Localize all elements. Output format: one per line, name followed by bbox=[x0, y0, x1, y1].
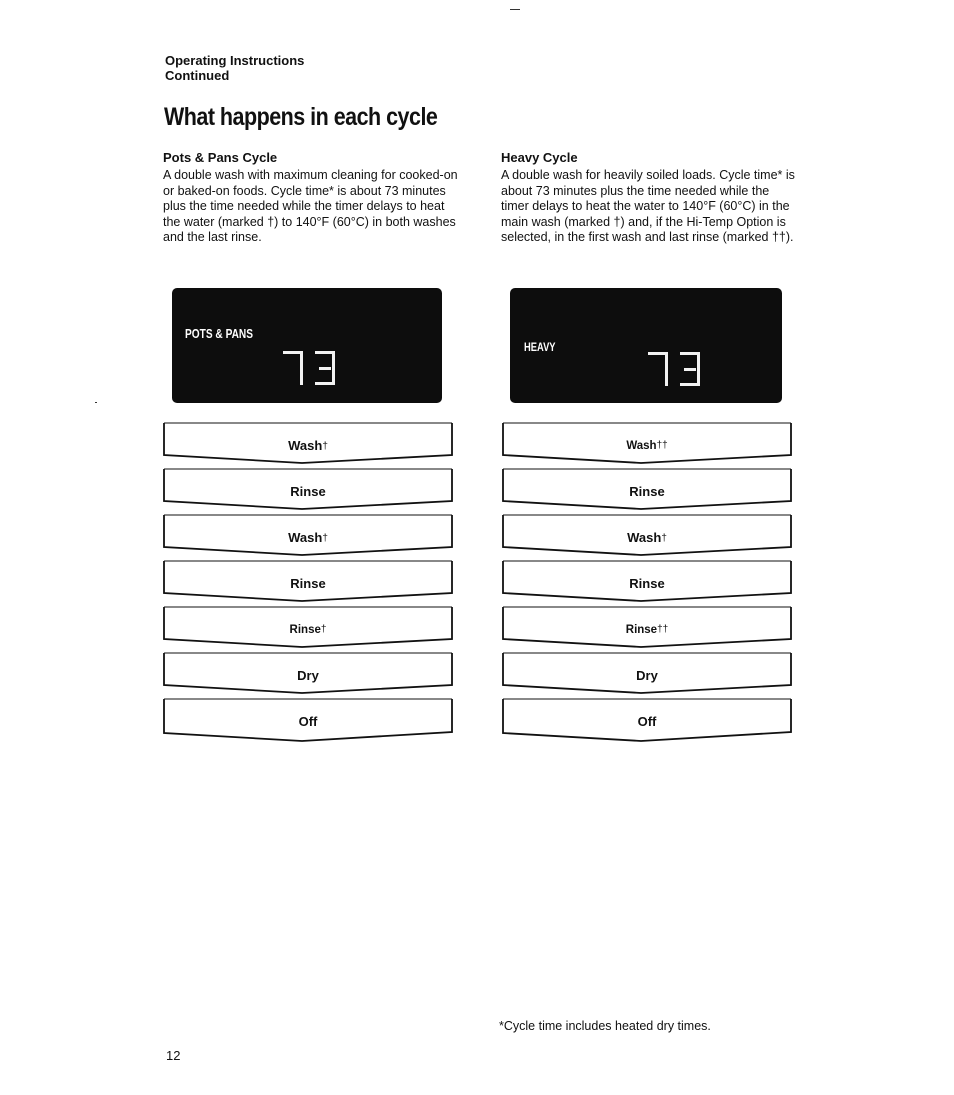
digit-segment bbox=[332, 351, 335, 368]
cycle-step bbox=[162, 559, 454, 605]
cycle-step bbox=[501, 697, 793, 743]
pots-pans-display-panel bbox=[172, 288, 442, 403]
heavy-description: A double wash for heavily soiled loads. Cycle time* is about 73 minutes plus the time needed while the timer delays to heat the water to 140°F (60°C) in the main wash (marked †) and, if the Hi-Temp Option is selected, in the first wash and last rinse (marked ††). bbox=[501, 168, 795, 244]
pots-pans-display-time bbox=[277, 351, 341, 387]
cycle-step bbox=[501, 421, 793, 467]
cycle-step bbox=[162, 605, 454, 651]
step-label bbox=[501, 438, 793, 454]
dagger-mark: †† bbox=[657, 624, 669, 635]
digit-segment bbox=[697, 352, 700, 369]
heavy-display-label: HEAVY bbox=[524, 340, 556, 354]
dagger-mark: † bbox=[320, 624, 327, 635]
digit-segment bbox=[315, 382, 335, 385]
step-label-text: Off bbox=[298, 714, 318, 729]
scan-mark bbox=[510, 9, 520, 10]
step-label bbox=[501, 714, 793, 730]
heavy-display-panel bbox=[510, 288, 782, 403]
step-label-text: Wash bbox=[288, 530, 323, 545]
step-label bbox=[162, 530, 454, 547]
section-header-line: Operating Instructions bbox=[165, 53, 305, 68]
dagger-mark: † bbox=[322, 441, 328, 452]
pots-pans-heading: Pots & Pans Cycle bbox=[163, 150, 278, 165]
pots-pans-description: A double wash with maximum cleaning for cooked-on or baked-on foods. Cycle time* is about 73 minutes plus the time needed while the timer delays to heat the water (marked †) to 140°F (60°C) in both washes and the last rinse. bbox=[163, 168, 458, 244]
pots-pans-step-list bbox=[162, 421, 454, 743]
step-label bbox=[162, 484, 454, 500]
pots-pans-display-label: POTS & PANS bbox=[185, 326, 253, 341]
heavy-section bbox=[501, 150, 796, 246]
page-number: 12 bbox=[166, 1048, 181, 1063]
pots-pans-section bbox=[163, 150, 458, 246]
digit-segment bbox=[319, 367, 331, 370]
digit-segment bbox=[680, 383, 700, 386]
step-label bbox=[162, 622, 454, 638]
step-label bbox=[501, 576, 793, 592]
step-label-text: Rinse bbox=[625, 624, 658, 636]
cycle-step bbox=[501, 651, 793, 697]
digit-segment bbox=[300, 351, 303, 368]
digit-segment bbox=[665, 369, 668, 386]
cycle-step bbox=[501, 467, 793, 513]
cycle-step bbox=[501, 559, 793, 605]
page-title: What happens in each cycle bbox=[164, 103, 438, 131]
section-header bbox=[165, 53, 304, 83]
cycle-step bbox=[162, 467, 454, 513]
step-label bbox=[162, 438, 454, 455]
heavy-step-list bbox=[501, 421, 793, 743]
cycle-step bbox=[162, 651, 454, 697]
dagger-mark: † bbox=[322, 533, 328, 544]
step-label bbox=[501, 484, 793, 500]
step-label-text: Wash bbox=[627, 530, 662, 545]
footnote: *Cycle time includes heated dry times. bbox=[499, 1019, 711, 1033]
digit-segment bbox=[665, 352, 668, 369]
cycle-step bbox=[501, 605, 793, 651]
dagger-mark: †† bbox=[656, 440, 668, 451]
cycle-step bbox=[162, 697, 454, 743]
step-label bbox=[162, 668, 454, 684]
step-label bbox=[501, 668, 793, 684]
step-label bbox=[162, 576, 454, 592]
step-label-text: Wash bbox=[288, 438, 323, 453]
cycle-step bbox=[162, 513, 454, 559]
step-label bbox=[501, 622, 793, 638]
step-label-text: Rinse bbox=[289, 624, 321, 636]
step-label-text: Wash bbox=[626, 440, 657, 452]
heavy-heading: Heavy Cycle bbox=[501, 150, 578, 165]
step-label-text: Rinse bbox=[629, 484, 665, 499]
step-label-text: Rinse bbox=[629, 576, 665, 591]
step-label bbox=[501, 530, 793, 547]
scan-mark bbox=[95, 402, 97, 403]
step-label-text: Rinse bbox=[290, 576, 326, 591]
digit-segment bbox=[300, 368, 303, 385]
step-label-text: Off bbox=[637, 714, 657, 729]
step-label-text: Dry bbox=[636, 668, 658, 683]
section-header-line: Continued bbox=[165, 68, 230, 83]
digit-segment bbox=[684, 368, 696, 371]
cycle-step bbox=[501, 513, 793, 559]
step-label-text: Rinse bbox=[290, 484, 326, 499]
cycle-step bbox=[162, 421, 454, 467]
heavy-display-time bbox=[642, 352, 706, 388]
dagger-mark: † bbox=[661, 533, 667, 544]
step-label-text: Dry bbox=[297, 668, 319, 683]
step-label bbox=[162, 714, 454, 730]
